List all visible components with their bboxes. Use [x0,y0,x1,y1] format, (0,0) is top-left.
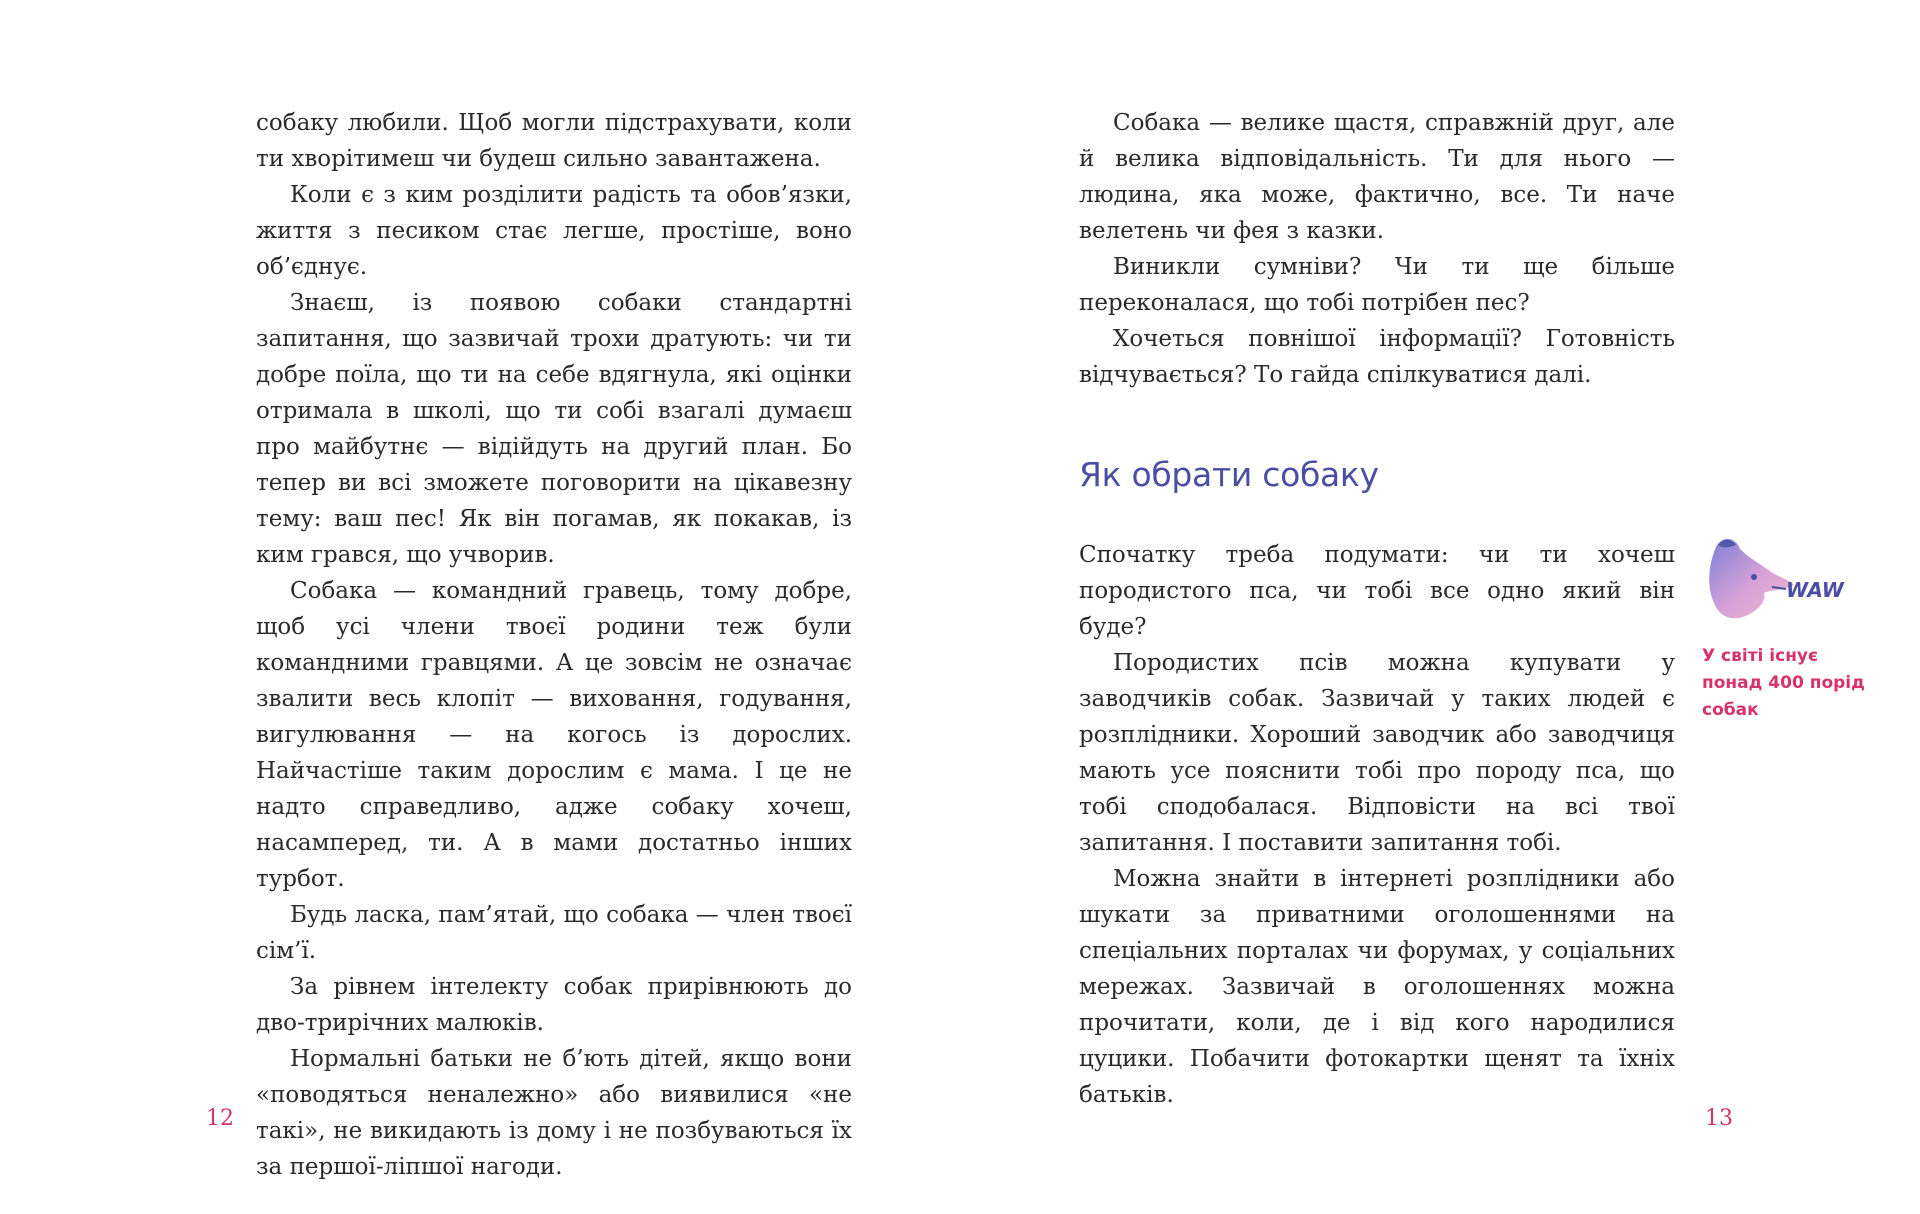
paragraph: собаку любили. Щоб могли підстрахувати, коли ти хворітимеш чи будеш сильно завантажена. [256,110,852,172]
paragraph: Знаєш, із появою собаки стандартні запитання, що зазвичай трохи дратують: чи ти добре поїла, що ти на себе вдягнула, які оцінки отримала в школі, що ти собі взагалі думаєш про майбутнє — відійдуть на другий план. Бо тепер ви всі зможете поговорити на цікавезну тему: ваш пес! Як він погамав, як покакав, із ким грався, що учворив. [256,290,852,568]
paragraph: Будь ласка, пам’ятай, що собака — член твоєї сім’ї. [256,902,852,964]
bark-text: WAW [1786,578,1844,602]
paragraph: Собака — велике щастя, справжній друг, але й велика відповідальність. Ти для нього — людина, яка може, фактично, все. Ти наче велетень чи фея з казки. [1079,110,1675,244]
paragraph: Породистих псів можна купувати у заводчиків собак. Зазвичай у таких людей є розплідники. Хороший заводчик або заводчиця мають усе пояснити тобі про породу пса, що тобі сподобалася. Відповісти на всі твої запитання. І поставити запитання тобі. [1079,650,1675,856]
sidenote-text: У світі існує понад 400 порід собак [1702,646,1865,720]
paragraph: Коли є з ким розділити радість та обов’язки, життя з песиком стає легше, простіше, воно об’єднує. [256,182,852,280]
right-page [960,0,1920,1214]
section-heading: Як обрати собаку [1079,455,1379,494]
paragraph: Хочеться повнішої інформації? Готовність відчувається? То гайда спілкуватися далі. [1079,326,1675,388]
page-number: 13 [1705,1106,1733,1131]
paragraph: Можна знайти в інтернеті розплідники або шукати за приватними оголошеннями на спеціальних порталах чи форумах, у соціальних мережах. Зазвичай в оголошеннях можна прочитати, коли, де і від кого народилися цуцики. Побачити фотокартки щенят та їхніх батьків. [1079,866,1675,1108]
right-page-body-bottom [1079,537,1675,1113]
paragraph: За рівнем інтелекту собак прирівнюють до дво-трирічних малюків. [256,974,852,1036]
paragraph: Спочатку треба подумати: чи ти хочеш породистого пса, чи тобі все одно який він буде? [1079,542,1675,640]
paragraph: Виникли сумніви? Чи ти ще більше переконалася, що тобі потрібен пес? [1079,254,1675,316]
page-number: 12 [206,1106,234,1131]
dog-head-icon [1702,535,1852,635]
paragraph: Собака — командний гравець, тому добре, щоб усі члени твоєї родини теж були командними гравцями. А це зовсім не означає звалити весь клопіт — виховання, годування, вигулювання — на когось із дорослих. Найчастіше таким дорослим є мама. І це не надто справедливо, адже собаку хочеш, насамперед, ти. А в мами достатньо інших турбот. [256,578,852,892]
fact-sidenote [1702,535,1872,724]
paragraph: Нормальні батьки не б’ють дітей, якщо вони «поводяться неналежно» або виявилися «не такі», не викидають із дому і не позбуваються їх за першої-ліпшої нагоди. [256,1046,852,1180]
right-page-body-top [1079,105,1675,393]
left-page-body [256,105,852,1185]
